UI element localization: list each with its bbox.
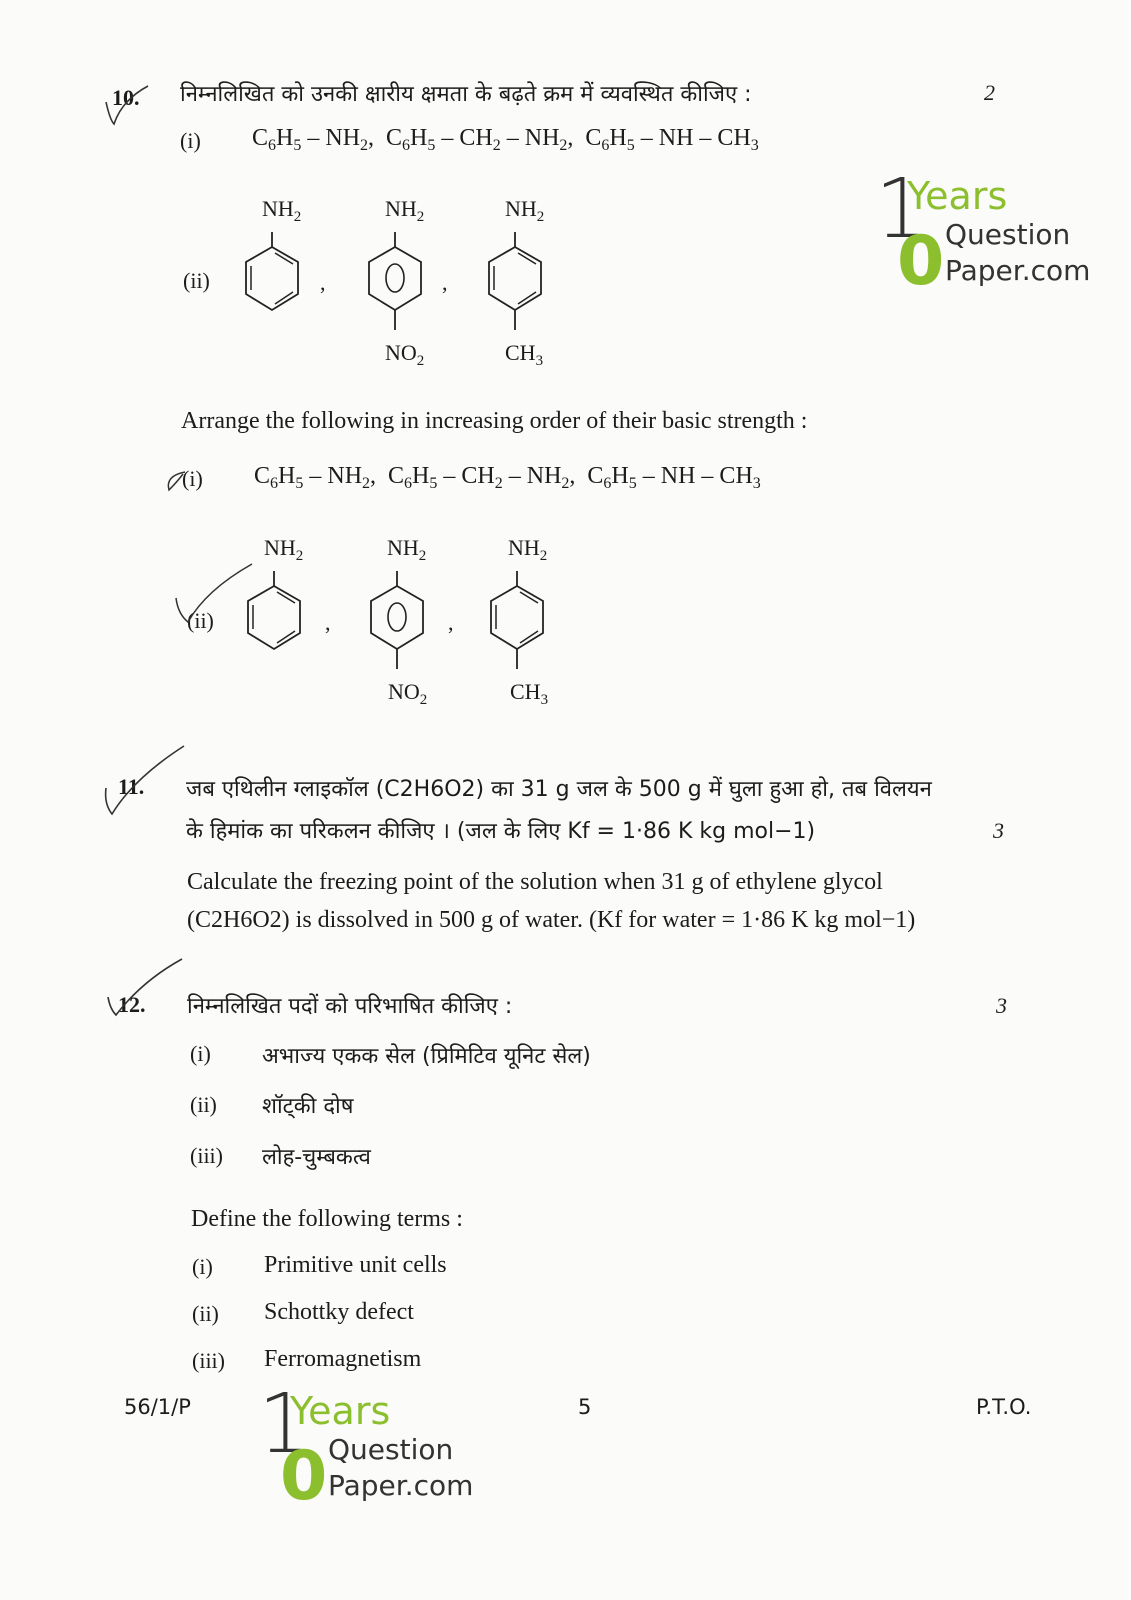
q10-en-s3-top: $NH_2$ bbox=[508, 535, 548, 564]
q10-en-part-i-label: (i) bbox=[182, 466, 203, 491]
q10-en-part-i-formula: $C_6H_5 - NH_2$, $C_6H_5 - CH_2 - NH_2$, $C_6H_5$ – NH – $CH_3$ bbox=[254, 463, 761, 492]
benzene-ring-3 bbox=[489, 232, 541, 330]
benzene-ring-2 bbox=[369, 232, 421, 330]
footer-pto: P.T.O. bbox=[976, 1395, 1032, 1419]
q10-hi-s2-top: $NH_2$ bbox=[385, 196, 425, 225]
watermark-paper: Paper.com bbox=[328, 1469, 474, 1502]
q10-hi-s1-top: $NH_2$ bbox=[262, 196, 302, 225]
watermark-digit-zero: 0 bbox=[897, 222, 945, 301]
q12-en-item-ii-text: Schottky defect bbox=[264, 1299, 414, 1325]
q10-hi-structures bbox=[235, 222, 575, 342]
q12-hi-item-ii-text: शॉट्की दोष bbox=[262, 1094, 354, 1119]
tick-mark-q12 bbox=[102, 955, 192, 1025]
watermark-years: Years bbox=[290, 1389, 391, 1433]
q12-hindi-prompt: निम्नलिखित पदों को परिभाषित कीजिए : bbox=[187, 994, 513, 1019]
q12-hi-item-i-label: (i) bbox=[190, 1041, 211, 1066]
q11-marks: 3 bbox=[993, 818, 1004, 843]
q10-hi-s3-bottom: $CH_3$ bbox=[505, 340, 544, 369]
q12-marks: 3 bbox=[996, 993, 1007, 1018]
q10-hi-s2-bottom: $NO_2$ bbox=[385, 340, 425, 369]
watermark-question: Question bbox=[328, 1433, 454, 1466]
q12-hi-item-ii-label: (ii) bbox=[190, 1092, 217, 1117]
q10-hi-s3-top: $NH_2$ bbox=[505, 196, 545, 225]
q10-en-comma-2: , bbox=[448, 610, 454, 635]
q12-en-item-iii-label: (iii) bbox=[192, 1348, 225, 1373]
q10-en-s3-bottom: $CH_3$ bbox=[510, 679, 549, 708]
q10-number: 10. bbox=[112, 85, 140, 110]
benzene-ring-1 bbox=[248, 571, 300, 649]
q12-english-prompt: Define the following terms : bbox=[191, 1206, 463, 1232]
q11-hindi-line2: के हिमांक का परिकलन कीजिए । (जल के लिए Kf = 1·86 K kg mol−1) bbox=[186, 819, 816, 844]
q10-en-s2-bottom: $NO_2$ bbox=[388, 679, 428, 708]
q10-hi-part-ii-label: (ii) bbox=[183, 268, 210, 293]
q12-en-item-iii-text: Ferromagnetism bbox=[264, 1346, 422, 1372]
q12-number: 12. bbox=[118, 992, 146, 1017]
q10-hi-part-i-label: (i) bbox=[180, 128, 201, 153]
q12-hi-item-i-text: अभाज्य एकक सेल (प्रिमिटिव यूनिट सेल) bbox=[262, 1044, 591, 1069]
q10-english-prompt: Arrange the following in increasing order of their basic strength : bbox=[181, 408, 808, 434]
q11-hindi-line1: जब एथिलीन ग्लाइकॉल (C2H6O2) का 31 g जल के 500 g में घुला हुआ हो, तब विलयन bbox=[186, 777, 932, 802]
watermark-digit-one: 1 bbox=[875, 162, 928, 257]
q11-english-line1: Calculate the freezing point of the solution when 31 g of ethylene glycol bbox=[187, 869, 883, 895]
q12-hi-item-iii-label: (iii) bbox=[190, 1143, 223, 1168]
q10-en-part-ii-label: (ii) bbox=[187, 608, 214, 633]
footer-page-number: 5 bbox=[578, 1395, 592, 1419]
watermark-logo-top bbox=[875, 162, 1115, 310]
q12-hi-item-iii-text: लोह-चुम्बकत्व bbox=[262, 1145, 371, 1170]
watermark-logo-bottom bbox=[258, 1377, 498, 1525]
q10-marks: 2 bbox=[984, 80, 995, 105]
watermark-digit-zero: 0 bbox=[280, 1437, 328, 1516]
q10-hindi-prompt: निम्नलिखित को उनकी क्षारीय क्षमता के बढ़ते क्रम में व्यवस्थित कीजिए : bbox=[180, 82, 752, 107]
q11-number: 11. bbox=[118, 774, 145, 799]
q12-en-item-ii-label: (ii) bbox=[192, 1301, 219, 1326]
watermark-digit-one: 1 bbox=[258, 1377, 311, 1472]
q10-hi-comma-2: , bbox=[442, 270, 448, 295]
watermark-question: Question bbox=[945, 218, 1071, 251]
benzene-ring-3 bbox=[491, 571, 543, 669]
watermark-paper: Paper.com bbox=[945, 254, 1091, 287]
q11-english-line2: (C2H6O2) is dissolved in 500 g of water. (Kf for water = 1·86 K kg mol−1) bbox=[187, 907, 916, 933]
q10-en-comma-1: , bbox=[325, 610, 331, 635]
q10-hi-part-i-formula: $C_6H_5 - NH_2$, $C_6H_5 - CH_2 - NH_2$, $C_6H_5$ – NH – $CH_3$ bbox=[252, 125, 759, 154]
footer-paper-code: 56/1/P bbox=[124, 1395, 191, 1419]
q10-en-structures bbox=[237, 561, 577, 681]
q12-en-item-i-text: Primitive unit cells bbox=[264, 1252, 447, 1278]
q10-en-s1-top: $NH_2$ bbox=[264, 535, 304, 564]
q12-en-item-i-label: (i) bbox=[192, 1254, 213, 1279]
watermark-years: Years bbox=[907, 174, 1008, 218]
q10-hi-comma-1: , bbox=[320, 270, 326, 295]
benzene-ring-2 bbox=[371, 571, 423, 669]
benzene-ring-1 bbox=[246, 232, 298, 310]
q10-en-s2-top: $NH_2$ bbox=[387, 535, 427, 564]
